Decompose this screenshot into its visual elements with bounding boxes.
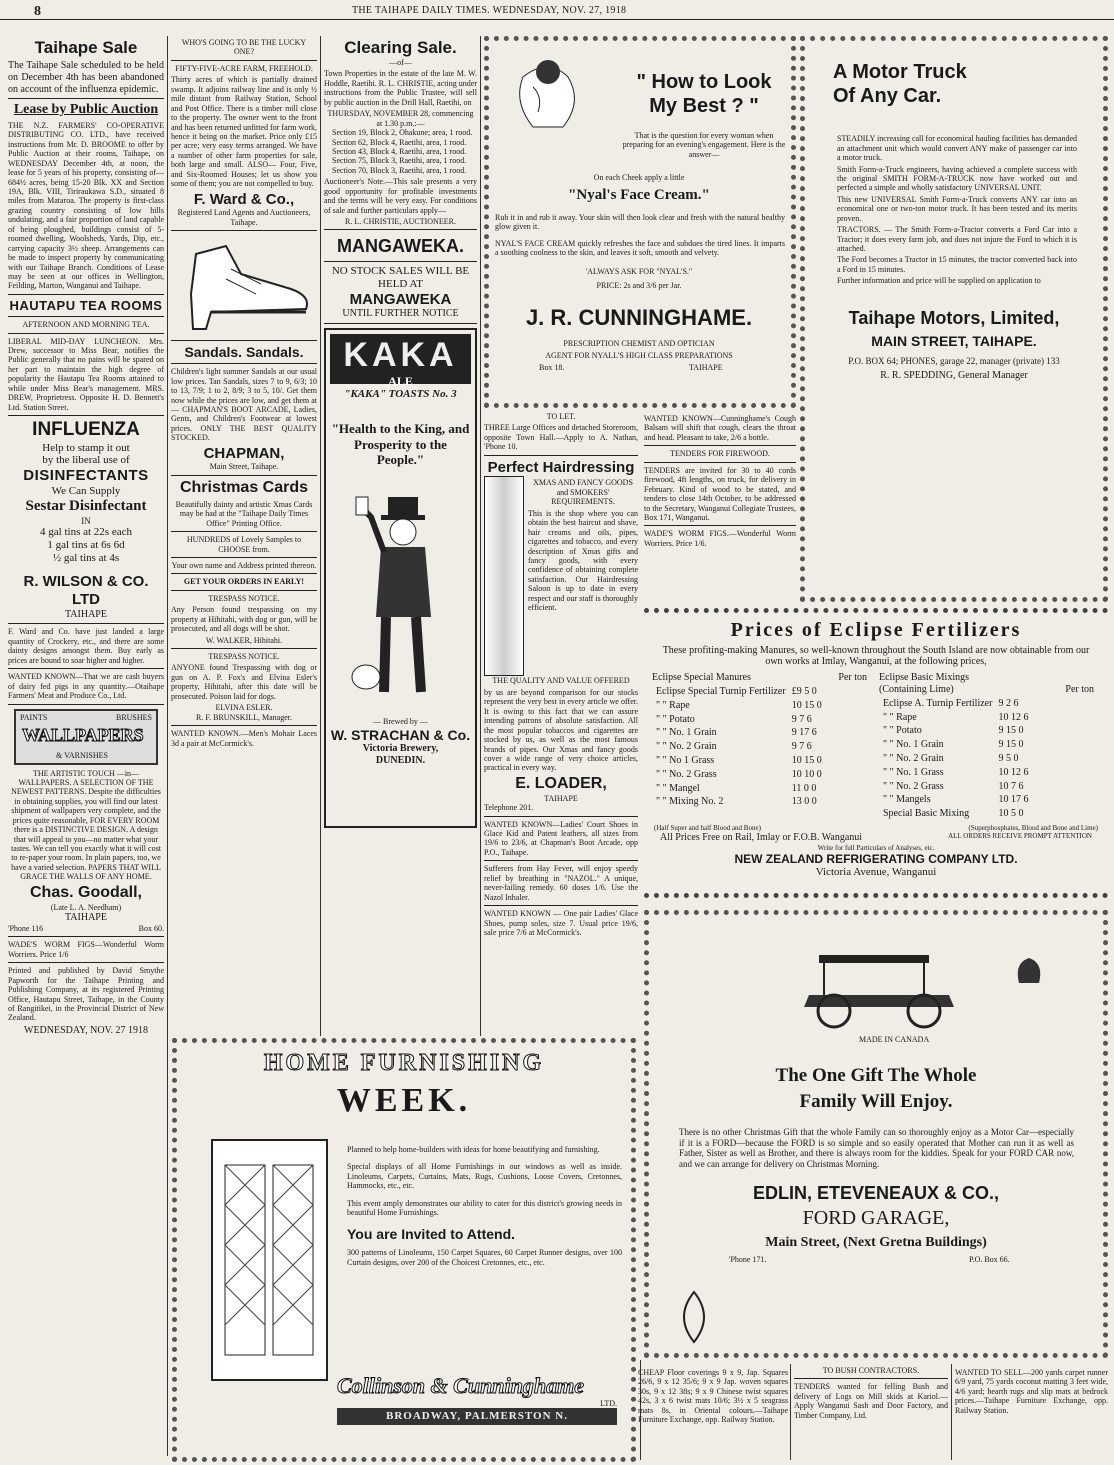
section-item: Section 62, Block 4, Raetihi, area, 1 rood. [332, 137, 467, 147]
wp-paints: PAINTS [20, 712, 48, 722]
table-row: " " Rape 10 12 6 [883, 711, 1029, 723]
lease-title: Lease by Public Auction [13, 102, 159, 118]
trespass-1-title: TRESPASS NOTICE. [208, 593, 280, 603]
loader-name: E. LOADER, [515, 774, 607, 792]
ford-car-illustration [789, 945, 969, 1035]
truck-p6: Further information and price will be supplied on application to [837, 276, 1041, 286]
chapman-name: CHAPMAN, [203, 444, 285, 462]
wilson-name: R. WILSON & CO. LTD [23, 573, 149, 608]
tea-rooms-sub: AFTERNOON AND MORNING TEA. [22, 320, 150, 330]
table-row: Special Basic Mixing 10 5 0 [883, 808, 1024, 820]
carpet-runner-col [955, 1366, 1108, 1462]
section-item: Section 19, Block 2, Ohakune; area, 1 rood. [332, 128, 473, 138]
to-let-text: THREE Large Offices and detached Storeroom, opposite Town Hall.—Apply to A. Nathan, 'Phone 10. [484, 423, 638, 452]
nyals-ad [484, 36, 796, 408]
eclipse-address: Victoria Avenue, Wanganui [815, 866, 937, 879]
nyals-price: PRICE: 2s and 3/6 per Jar. [596, 281, 682, 290]
eclipse-containing: (Containing Lime) [879, 683, 954, 695]
nyals-cheek: On each Cheek apply a little [593, 173, 685, 182]
column-2 [171, 38, 317, 1038]
truck-manager: R. R. SPEDDING, General Manager [880, 370, 1028, 382]
truck-p3: This new UNIVERSAL Smith Form-a-Truck converts ANY car into an economical one or two-ton motor truck. It has been tested and its merits proven. [837, 194, 1077, 223]
carpet-runner: WANTED TO SELL—200 yards carpet runner 6/9 yard, 75 yards coconut matting 3 feet wide, 4/6 yard; hearth rugs and slip mats at bedrock prices.—Taihape Furniture Exchange, opp. Railway Station. [955, 1368, 1108, 1415]
bush-text: TENDERS wanted for felling Bush and delivery of Logs on Mill skids at Kariol.—Apply Wanganui Sash and Door Factory, and Timber Company, Ltd. [794, 1382, 948, 1420]
table-row: " " No 1 Grass 10 15 0 [656, 754, 822, 766]
table-row: " " No. 1 Grain 9 15 0 [883, 739, 1024, 751]
table-row: " " Potato 9 7 6 [656, 713, 812, 725]
brewed-by: — Brewed by — [373, 717, 428, 727]
xmas-address: Your own name and Address printed thereon. [171, 560, 317, 570]
firewood-text: TENDERS are invited for 30 to 40 cords firewood, 4ft lengths, on truck, for delivery in February. Kind of wood to be stated, and tenders to close 14th October, to be addressed to the Secretary, Wanganui Collegiate Trustees, Box 171, Wanganui. [644, 465, 796, 522]
clearing-note: Auctioneer's Note.—This sale presents a very good opportunity for profitable investments and the terms will be very easy. For conditions of sale and further particulars apply— [324, 177, 477, 215]
truck-p2: Smith Form-a-Truck engineers, having achieved a complete success with the original SMITH FORM-A-TRUCK now have worked out and perfected a simple and wholly satisfactory UNIVERSAL UNIT. [837, 164, 1077, 193]
kaka-ale-ad [324, 328, 477, 828]
sandals-title: Sandals. Sandals. [184, 343, 304, 360]
hairdressing-text-2: by us are beyond comparison for our stocks represent the very best in every article we offer. It is owing to this fact that we can assure intending patrons of absolute satisfaction. All the most popular tobaccos and cigarettes are stocked by us, as well as the most famous brands of pipes. Our Xmas and fancy goods cover a wide range of very choice articles, practical in every way. [484, 687, 638, 773]
home-furnishing-ad [172, 1038, 636, 1462]
collinson-logo [337, 1373, 617, 1443]
worm-figs: WADE'S WORM FIGS—Wonderful Worm Worriers. Price 1/6 [8, 940, 164, 959]
nz-refrigerating: NEW ZEALAND REFRIGERATING COMPANY LTD. [734, 852, 1018, 867]
clearing-sign: R. L. CHRISTIE, AUCTIONEER. [345, 217, 456, 227]
xmas-samples: HUNDREDS of Lovely Samples to CHOOSE from. [186, 535, 302, 554]
column-3 [324, 38, 477, 1038]
ford-box: P.O. Box 66. [969, 1255, 1010, 1264]
table-row: " " No. 2 Grain 9 7 6 [656, 741, 812, 753]
eclipse-right-heading: Eclipse Basic Mixings [879, 672, 969, 684]
goodall-name: Chas. Goodall, [29, 883, 142, 901]
nyals-question: That is the question for every woman when preparing for an evening's engagement. Here is the answer— [622, 131, 786, 159]
column-5 [644, 412, 796, 602]
wanted-pigs: WANTED KNOWN—That we are cash buyers of dairy fed pigs in any quantity.—Otaihape Farmers' Meat and Produce Co., Ltd. [8, 672, 164, 701]
truck-title-1: A Motor Truck [833, 61, 967, 83]
holly-icon [1009, 953, 1049, 993]
page-number: 8 [34, 4, 41, 19]
bush-contractors-col [794, 1366, 948, 1462]
window-illustration [207, 1135, 332, 1385]
loader-tel: Telephone 201. [484, 803, 534, 813]
hairdressing-text: This is the shop where you can obtain the best haircut and shave, hair creams and oils, pipes, cigarettes and tobacco, and every description of Xmas gifts and fancy goods, with every confidence of obtaining complete satisfaction. Our Hairdressing Saloon is up to date in every respect and our staff is thoroughly efficient. [528, 508, 638, 613]
section-item: Section 43, Block 4, Raetihi, area, 1 rood. [332, 146, 467, 156]
nyals-footer-1: PRESCRIPTION CHEMIST AND OPTICIAN [563, 339, 715, 348]
table-row: " " No. 1 Grain 9 17 6 [656, 727, 817, 739]
cunninghame-name: J. R. CUNNINGHAME. [525, 305, 753, 330]
nyals-town: TAIHAPE [689, 363, 723, 372]
mangaweka-2: MANGAWEKA [349, 290, 452, 308]
eclipse-ad [644, 608, 1108, 898]
eclipse-note-1: (Half Super and half Blood and Bone) [654, 823, 761, 832]
leaf-icon [669, 1287, 719, 1347]
eclipse-write: Write for full Particulars of Analyses, etc. [817, 844, 935, 852]
mohair-laces: WANTED KNOWN.—Men's Mohair Laces 3d a pair at McCormick's. [171, 729, 317, 748]
taihape-motors: Taihape Motors, Limited, [848, 307, 1060, 328]
nyals-footer-2: AGENT FOR NYALL'S HIGH CLASS PREPARATIONS [545, 351, 733, 360]
table-row: " " Potato 9 15 0 [883, 725, 1024, 737]
health-toast: "Health to the King, and Prosperity to the People." [331, 421, 470, 467]
nyals-box: Box 18. [539, 363, 565, 372]
invited-to-attend: You are Invited to Attend. [347, 1225, 516, 1242]
nyals-ask: 'ALWAYS ASK FOR "NYAL'S." [585, 267, 693, 276]
truck-title-2: Of Any Car. [833, 84, 942, 107]
eclipse-free: All Prices Free on Rail, Imlay or F.O.B. Wanganui [660, 832, 863, 844]
clearing-of: —of— [389, 58, 412, 68]
nyals-cream: "Nyal's Face Cream." [568, 187, 710, 203]
ward-crockery-text: F. Ward and Co. have just landed a large quantity of Crockery, etc., and there are some dainty designs amongst them. Buy early as prices are bound to soar higher and higher. [8, 627, 164, 665]
glace-shoes: WANTED KNOWN — One pair Ladies' Glace Shoes, pump soles, size 7. Usual price 19/6, sale price 7/6 at McCormick's. [484, 909, 638, 937]
eclipse-intro: These profiting-making Manures, so well-known throughout the South Island are now obtainable from our own works at Imlay, Wanganui, at the following prices, [662, 644, 1090, 668]
eclipse-right-per-ton: Per ton [1065, 683, 1094, 695]
wp-logo-text: WALLPAPERS [22, 724, 144, 745]
table-row: " " Rape 10 15 0 [656, 699, 822, 711]
table-row: Eclipse Special Turnip Fertilizer £9 5 0 [656, 685, 817, 697]
dunedin: DUNEDIN. [375, 755, 426, 766]
bush-title: TO BUSH CONTRACTORS. [822, 1366, 920, 1375]
eclipse-right-table [879, 696, 1032, 822]
wallpapers-text: THE ARTISTIC TOUCH —in— WALLPAPERS. A SELECTION OF THE NEWEST PATTERNS. Despite the difficulties in obtaining supplies, you will find our latest shipment of wallpapers very complete, and the prices quite reasonable, FOR EVERY ROOM there is a DISTINCTIVE DESIGN. A design that will appeal to you—no matter what your tastes. We can tell you exactly what it will cost to re-paper your room. In plain papers, too, we have a varied selection. PAPERS THAT WILL GRACE THE WALLS OF ANY HOME. [11, 768, 161, 882]
toasting-man-illustration [326, 477, 475, 717]
eclipse-note-2: (Superphosphates, Blood and Bone and Lime) [968, 823, 1098, 832]
section-list [324, 128, 477, 175]
disinfectants: DISINFECTANTS [23, 467, 149, 485]
week-title: WEEK. [336, 1082, 472, 1120]
ford-title-2: Family Will Enjoy. [799, 1091, 953, 1112]
trespass-2-text: ANYONE found Trespassing with dog or gun on A. P. Fox's and Elvina Esler's property, Hihitahi, after this date will be prosecuted. Poison laid for dogs. [171, 663, 317, 701]
fward-name: F. Ward & Co., [193, 190, 295, 208]
ale-text: ALE [388, 374, 413, 389]
trespass-1-sign: W. WALKER, Hihitahi. [205, 635, 283, 645]
wallpapers-logo [14, 709, 158, 765]
farm-text: Thirty acres of which is partially drained swamp. It adjoins railway line and is only ½ mile distant from Railway Station, School and Post Office. There is a timber mill close to the property. The owner went to the front and has been returned unfitted for farm work, hence it being on the market. Price only £15 per acre; very easy terms arranged. We have a number of other farm properties for sale, both large and small. ALSO— Four, Five, and Six-Roomed Houses; let us show you some of them; you are not compelled to buy. [171, 75, 317, 189]
price-1gal: 1 gal tins at 6s 6d [47, 539, 125, 552]
loader-town: TAIHAPE [544, 793, 578, 803]
column-4 [484, 412, 638, 1037]
kaka-logo: KAKA [330, 334, 471, 384]
ford-street: Main Street, (Next Gretna Buildings) [765, 1235, 987, 1250]
table-row: " " Mangels 10 17 6 [883, 794, 1029, 806]
lucky-one: WHO'S GOING TO BE THE LUCKY ONE? [181, 38, 307, 57]
bottle-illustration [484, 476, 524, 676]
influenza-title: INFLUENZA [32, 419, 140, 441]
clearing-sale-title: Clearing Sale. [344, 38, 457, 57]
shoe-illustration [171, 234, 317, 334]
clearing-date: THURSDAY, NOVEMBER 28, commencing at 1.30 p.m.:— [327, 109, 474, 128]
until-notice: UNTIL FURTHER NOTICE [342, 308, 459, 320]
quality-value: THE QUALITY AND VALUE OFFERED [492, 676, 630, 686]
table-row: " " No. 2 Grass 10 7 6 [883, 780, 1024, 792]
sandals-text: Children's light summer Sandals at our usual low prices. Tan Sandals, sizes 7 to 9, 6/3; 10 to 13, 7/9; 1 to 2, 8/9; 3 to 5, 10/. Get them now while the prices are low, and get them at— CHAPMAN'S BOOT ARCADE, Ladies, Gents, and Children's Footwear at lowest prices. ONLY THE BEST QUALITY STOCKED. [171, 367, 317, 443]
eclipse-left-table [652, 684, 826, 810]
tea-rooms-title: HAUTAPU TEA ROOMS [9, 297, 163, 313]
home-p1: Planned to help home-builders with ideas for home beautifying and furnishing. [347, 1145, 600, 1154]
wp-varnishes: & VARNISHES [56, 751, 108, 761]
worm-figs-2: WADE'S WORM FIGS.—Wonderful Worm Worriers. Price 1/6. [644, 529, 796, 548]
nyals-text-2: NYAL'S FACE CREAM quickly refreshes the face and subdues the tired lines. It imparts a soothing coolness to the skin, and leaves it soft, smooth and velvety. [495, 239, 785, 258]
table-row: " " Mangel 11 0 0 [656, 782, 817, 794]
imprint: Printed and published by David Smythe Papworth for the Taihape Printing and Publishing Company, at its registered Printing Office, Hautapu Street, Taihape, in the County of Rangitikei, in the Provincial District of New Zealand. [8, 966, 164, 1023]
price-4gal: 4 gal tins at 22s each [40, 526, 132, 539]
ford-garage: FORD GARAGE, [802, 1207, 950, 1229]
column-1 [8, 38, 164, 1463]
home-p4: 300 patterns of Linoleums, 150 Carpet Squares, 60 Carpet Runner designs, over 100 Curtain designs, over 200 of the Choicest Cretonnes, etc., etc. [347, 1248, 622, 1267]
lease-text: THE N.Z. FARMERS' CO-OPERATIVE DISTRIBUTING CO. LTD., have received instructions from Mr. D. BROOME to offer by Public Auction at their rooms, Taihape, on WEDNESDAY December 4th, at noon, the lease for 5 years of his property, consisting of— 684½ acres, being 15-20 Blk. XX and Section 19A, Blk. VIII, Tiriraukawa S.D., situated 8 miles from Mataroa. The property is first-class grazing country consisting of low hills undulating, and a fair proportion of land capable of being ploughed, buildings consist of 5-roomed dwelling, Woolsheds, Yards, Dip, etc., carrying capacity 3½ sheep. Arrangements can be made to inspect property by communicating with our Taihape Branch. Conditions of Lease may be seen at our offices in Wellington, Feilding, Marton, Wanganui and Taihape. [8, 120, 164, 291]
woman-portrait-illustration [503, 57, 593, 157]
trespass-2-title: TRESPASS NOTICE. [208, 652, 280, 661]
price-halfgal: ½ gal tins at 4s [52, 552, 120, 565]
hairdressing-title: Perfect Hairdressing [487, 458, 635, 476]
hay-fever: Sufferers from Hay Fever, will enjoy speedy relief by breathing in "NAZOL." A unique, never-failing remedy. 60 doses 1/6. Use the Nazol Inhaler. [484, 864, 638, 902]
table-row: Eclipse A. Turnip Fertilizer 9 2 6 [883, 697, 1019, 709]
table-row: " " No. 1 Grass 10 12 6 [883, 766, 1029, 778]
table-row: " " Mixing No. 2 13 0 0 [656, 796, 817, 808]
truck-street: MAIN STREET, TAIHAPE. [871, 332, 1037, 349]
xmas-orders: GET YOUR ORDERS IN EARLY! [183, 577, 305, 587]
xmas-cards-text: Beautifully dainty and artistic Xmas Cards may be had at the "Taihape Daily Times Office" Printing Office. [175, 499, 313, 528]
home-p2: Special displays of all Home Furnishings in our windows as well as inside. Linoleums, Carpets, Curtains, Mats, Rugs, Cushions, Loose Covers, Cretonnes, Hammocks, etc., etc. [347, 1162, 622, 1191]
goodall-box: Box 60. [138, 923, 164, 933]
ford-phone: 'Phone 171. [729, 1255, 767, 1264]
ford-title-1: The One Gift The Whole [775, 1065, 977, 1086]
firewood-title: TENDERS FOR FIREWOOD. [670, 449, 770, 459]
influenza-in: IN [81, 515, 91, 526]
victoria-brewery: Victoria Brewery, [362, 743, 439, 755]
table-row: " " No. 2 Grain 9 5 0 [883, 752, 1019, 764]
trespass-2-sign-1: ELVINA ESLER. [215, 703, 273, 713]
wp-brushes: BRUSHES [115, 712, 152, 722]
hairdressing-list: XMAS AND FANCY GOODS and SMOKERS' REQUIREMENTS. [533, 478, 633, 507]
eclipse-left-per-ton: Per ton [838, 672, 867, 684]
no-stock-sales: NO STOCK SALES WILL BE HELD AT [331, 264, 470, 290]
imprint-date: WEDNESDAY, NOV. 27 1918 [24, 1024, 148, 1036]
taihape-sale-text: The Taihape Sale scheduled to be held on December 4th has been abandoned on account of the influenza epidemic. [8, 60, 164, 95]
section-item: Section 75, Block 3, Raetihi, area, 1 rood. [332, 156, 467, 166]
strachan-name: W. STRACHAN & Co. [330, 726, 471, 743]
masthead [0, 4, 1114, 20]
truck-p1: STEADILY increasing call for economical hauling facilities has demanded an attachment unit which would convert ANY make of passenger car into a motor truck. [837, 134, 1077, 163]
farm-title: FIFTY-FIVE-ACRE FARM, FREEHOLD. [175, 63, 313, 73]
collinson-name: Collinson & Cunninghame [337, 1373, 584, 1398]
collinson-ltd: LTD. [600, 1398, 617, 1408]
ford-text: There is no other Christmas Gift that the whole Family can so thoroughly enjoy as a Motor Car—especially if it is a FORD—because the FORD is so simple and so easily operated that Mother can run it as well as Father, Sister as well as Brother, and there is always room for the kiddies. Speak for your FORD CAR now, and we can arrange for delivery on Christmas Morning. [679, 1127, 1074, 1169]
truck-p4: TRACTORS. — The Smith Form-a-Tractor converts a Ford Car into a Tractor; it does every farm job, and does not injure the Ford to which it is attached. [837, 225, 1077, 253]
made-in-canada: MADE IN CANADA [859, 1035, 930, 1044]
floor-coverings-col [638, 1366, 788, 1462]
to-let-title: TO LET. [546, 412, 576, 421]
mangaweka-title: MANGAWEKA. [337, 236, 464, 257]
trespass-1-text: Any Person found trespassing on my property at Hihitahi, with dog or gun, will be prosecuted, and all dogs will be shot. [171, 605, 317, 634]
clearing-text: Town Properties in the estate of the late M. W. Hoddle, Raetihi. R. L. CHRISTIE, acting under instructions from the Public Trustee, will sell by public auction in the Drill Hall, Raetihi, on [324, 69, 477, 107]
sestar-disinfectant: Sestar Disinfectant [25, 498, 147, 515]
ford-ad [644, 910, 1108, 1358]
chapman-sub: Main Street, Taihape. [209, 462, 279, 472]
truck-p5: The Ford becomes a Tractor in 15 minutes, the tractor converted back into a Ford in 15 minutes. [837, 255, 1077, 274]
section-item: Section 70, Block 3, Raetihi, area, 1 rood. [332, 165, 467, 175]
motor-truck-ad [800, 36, 1108, 602]
wilson-town: TAIHAPE [65, 608, 107, 620]
influenza-line-2: by the liberal use of [42, 454, 130, 467]
goodall-sub: (Late L. A. Needham) [50, 902, 122, 912]
taihape-sale-title: Taihape Sale [34, 38, 138, 57]
eclipse-prompt: ALL ORDERS RECEIVE PROMPT ATTENTION [948, 832, 1092, 841]
nyals-text-1: Rub it in and rub it away. Your skin will then look clear and fresh with the natural healthy glow given it. [495, 213, 785, 232]
home-furnishing-title: HOME FURNISHING [263, 1050, 545, 1076]
tea-rooms-text: LIBERAL MID-DAY LUNCHEON. Mrs. Drew, successor to Miss Bear, notifies the Public generally that no pains will be spared on her part to maintain the high degree of popularity the Hautapu Tea Rooms attained to while under Miss Bear's management. MRS. DREW, Proprietress. Opposite H. D. Bennett's Ltd. Station Street. [8, 336, 164, 412]
masthead-title: THE TAIHAPE DAILY TIMES. WEDNESDAY, NOV. 27, 1918 [352, 5, 627, 16]
eclipse-title: Prices of Eclipse Fertilizers [730, 619, 1022, 641]
kaka-toasts: "KAKA" TOASTS No. 3 [344, 388, 457, 401]
floor-coverings: CHEAP Floor coverings 9 x 9, Jap. Squares 26/6, 9 x 12 35/6; 9 x 9 Jap. woven squares 30s, 9 x 12 38s; 9 x 9 Chinese twist squares 42s, 3 x 6 twist mats 10/6; 3½ x 5 seagrass mats 8s, in Oriental colours.—Taihape Furniture Exchange, opp. Railway Station. [638, 1368, 788, 1425]
goodall-town: TAIHAPE [65, 912, 107, 924]
we-can-supply: We Can Supply [51, 485, 121, 498]
truck-phones: P.O. BOX 64; PHONES, garage 22, manager (private) 133 [848, 355, 1060, 366]
fward-sub: Registered Land Agents and Auctioneers, Taihape. [177, 208, 311, 227]
court-shoes: WANTED KNOWN—Ladies' Court Shoes in Glace Kid and Patent leathers, all sizes from 19/6 to 23/6, at Chapman's Boot Arcade, opp P.O., Taihape. [484, 819, 638, 857]
collinson-address: BROADWAY, PALMERSTON N. [337, 1408, 617, 1425]
table-row: " " No. 2 Grass 10 10 0 [656, 768, 822, 780]
edlin-name: EDLIN, ETEVENEAUX & CO., [752, 1183, 1000, 1203]
nyals-title: " How to Look My Best ? " [636, 71, 772, 117]
influenza-line-1: Help to stamp it out [42, 441, 130, 454]
eclipse-left-heading: Eclipse Special Manures [652, 672, 751, 684]
trespass-2-sign-2: R. F. BRUNSKILL, Manager. [195, 712, 293, 722]
goodall-phone: 'Phone 116 [8, 923, 44, 933]
xmas-cards-title: Christmas Cards [179, 478, 309, 496]
home-p3: This event amply demonstrates our ability to cater for this district's growing needs in beautiful Home Furnishings. [347, 1198, 622, 1218]
cough-balsam: WANTED KNOWN—Cunninghame's Cough Balsam will shift that cough, clears the throat and head. Pleasant to take, 2/6 a bottle. [644, 414, 796, 442]
